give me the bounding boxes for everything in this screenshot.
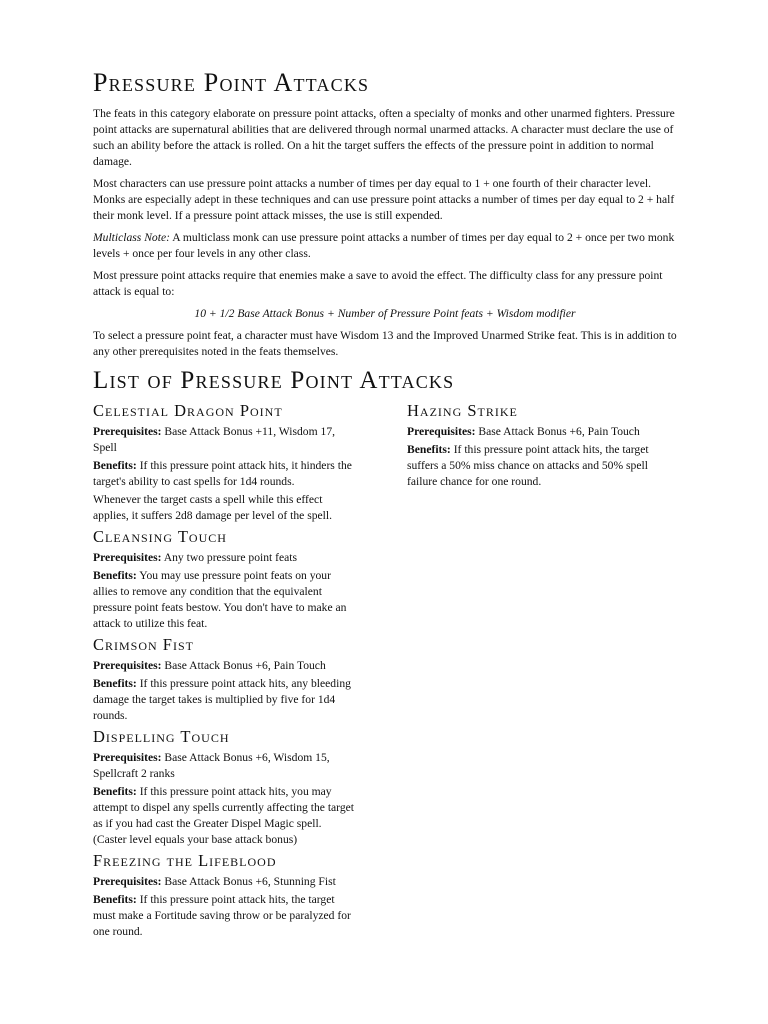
prerequisites-text: Base Attack Bonus +6, Pain Touch bbox=[475, 425, 640, 438]
feat-freezing-the-lifeblood bbox=[93, 850, 355, 940]
prerequisites-text: Base Attack Bonus +6, Pain Touch bbox=[161, 659, 326, 672]
benefits-text: If this pressure point attack hits, you may attempt to dispel any spells currently affecting the target as if you had cast the Greater Dispel Magic spell. (Caster level equals your base attack bonus) bbox=[93, 785, 354, 846]
prerequisites-label: Prerequisites: bbox=[93, 875, 162, 888]
prerequisites-label: Prerequisites: bbox=[93, 659, 162, 672]
feat-name: Dispelling Touch bbox=[93, 727, 230, 746]
prerequisites-label: Prerequisites: bbox=[407, 425, 476, 438]
prerequisites-label: Prerequisites: bbox=[93, 551, 162, 564]
feat-crimson-fist bbox=[93, 634, 355, 724]
prerequisites-text: Any two pressure point feats bbox=[161, 551, 298, 564]
intro-paragraph-2: Most characters can use pressure point attacks a number of times per day equal to 1 + one fourth of their character level. Monks are especially adept in these techniques and can use pressure point attacks a number of times per day equal to 2 + half their monk level. If a pressure point attack misses, the use is still expended. bbox=[93, 177, 675, 222]
feat-prerequisites bbox=[93, 874, 355, 890]
feat-column-left bbox=[93, 400, 355, 942]
feat-column-right bbox=[407, 400, 677, 942]
document-page bbox=[93, 68, 677, 942]
feat-benefits bbox=[407, 442, 677, 490]
benefits-label: Benefits: bbox=[93, 569, 137, 582]
multiclass-note-text: A multiclass monk can use pressure point attacks a number of times per day equal to 2 + once per two monk levels + once per four levels in any other class. bbox=[93, 231, 675, 260]
feat-prerequisites bbox=[407, 424, 677, 440]
intro-paragraph-4: Most pressure point attacks require that enemies make a save to avoid the effect. The difficulty class for any pressure point attack is equal to: bbox=[93, 269, 663, 298]
benefits-text: If this pressure point attack hits, any bleeding damage the target takes is multiplied by five for 1d4 rounds. bbox=[93, 677, 351, 722]
feat-name: Hazing Strike bbox=[407, 401, 518, 420]
list-title: List of Pressure Point Attacks bbox=[93, 367, 455, 394]
feat-name: Celestial Dragon Point bbox=[93, 401, 283, 420]
benefits-text: If this pressure point attack hits, the target suffers a 50% miss chance on attacks and 50% spell failure chance for one round. bbox=[407, 443, 649, 488]
prerequisites-label: Prerequisites: bbox=[93, 751, 162, 764]
feat-celestial-dragon-point bbox=[93, 400, 355, 524]
benefits-label: Benefits: bbox=[407, 443, 451, 456]
intro-paragraph-5: To select a pressure point feat, a character must have Wisdom 13 and the Improved Unarmed Strike feat. This is in addition to any other prerequisites noted in the feats themselves. bbox=[93, 329, 677, 358]
feat-prerequisites bbox=[93, 750, 355, 782]
prerequisites-text: Base Attack Bonus +6, Wisdom 15, Spellcraft 2 ranks bbox=[93, 751, 330, 780]
page-title: Pressure Point Attacks bbox=[93, 68, 370, 97]
feat-benefits bbox=[93, 784, 355, 848]
benefits-text: If this pressure point attack hits, it hinders the target's ability to cast spells for 1d4 rounds. bbox=[93, 459, 352, 488]
feat-benefits bbox=[93, 568, 355, 632]
feat-name: Freezing the Lifeblood bbox=[93, 851, 277, 870]
multiclass-note-label: Multiclass Note: bbox=[93, 231, 170, 244]
multiclass-note bbox=[93, 230, 677, 262]
feat-prerequisites bbox=[93, 550, 355, 566]
benefits-label: Benefits: bbox=[93, 677, 137, 690]
feat-benefits bbox=[93, 676, 355, 724]
benefits-label: Benefits: bbox=[93, 459, 137, 472]
feat-name: Cleansing Touch bbox=[93, 527, 227, 546]
feat-dispelling-touch bbox=[93, 726, 355, 848]
feat-benefits bbox=[93, 458, 355, 490]
dc-formula: 10 + 1/2 Base Attack Bonus + Number of Pressure Point feats + Wisdom modifier bbox=[194, 307, 576, 320]
prerequisites-text: Base Attack Bonus +11, Wisdom 17, Spell bbox=[93, 425, 336, 454]
prerequisites-text: Base Attack Bonus +6, Stunning Fist bbox=[161, 875, 336, 888]
feat-prerequisites bbox=[93, 658, 355, 674]
feat-columns bbox=[93, 400, 677, 942]
feat-benefits bbox=[93, 892, 355, 940]
benefits-text: If this pressure point attack hits, the target must make a Fortitude saving throw or be paralyzed for one round. bbox=[93, 893, 351, 938]
benefits-label: Benefits: bbox=[93, 785, 137, 798]
feat-hazing-strike bbox=[407, 400, 677, 490]
feat-prerequisites bbox=[93, 424, 355, 456]
intro-paragraph-1: The feats in this category elaborate on pressure point attacks, often a specialty of monks and other unarmed fighters. Pressure point attacks are supernatural abilities that are delivered through normal unarmed attacks. A character must declare the use of such an ability before the attack is rolled. On a hit the target suffers the effects of the pressure point in addition to normal damage. bbox=[93, 107, 675, 168]
benefits-label: Benefits: bbox=[93, 893, 137, 906]
benefits-text: You may use pressure point feats on your allies to remove any condition that the equivalent pressure point feats bestow. You don't have to make an attack to utilize this feat. bbox=[93, 569, 347, 630]
feat-extra: Whenever the target casts a spell while this effect applies, it suffers 2d8 damage per level of the spell. bbox=[93, 493, 332, 522]
feat-name: Crimson Fist bbox=[93, 635, 194, 654]
prerequisites-label: Prerequisites: bbox=[93, 425, 162, 438]
feat-cleansing-touch bbox=[93, 526, 355, 632]
